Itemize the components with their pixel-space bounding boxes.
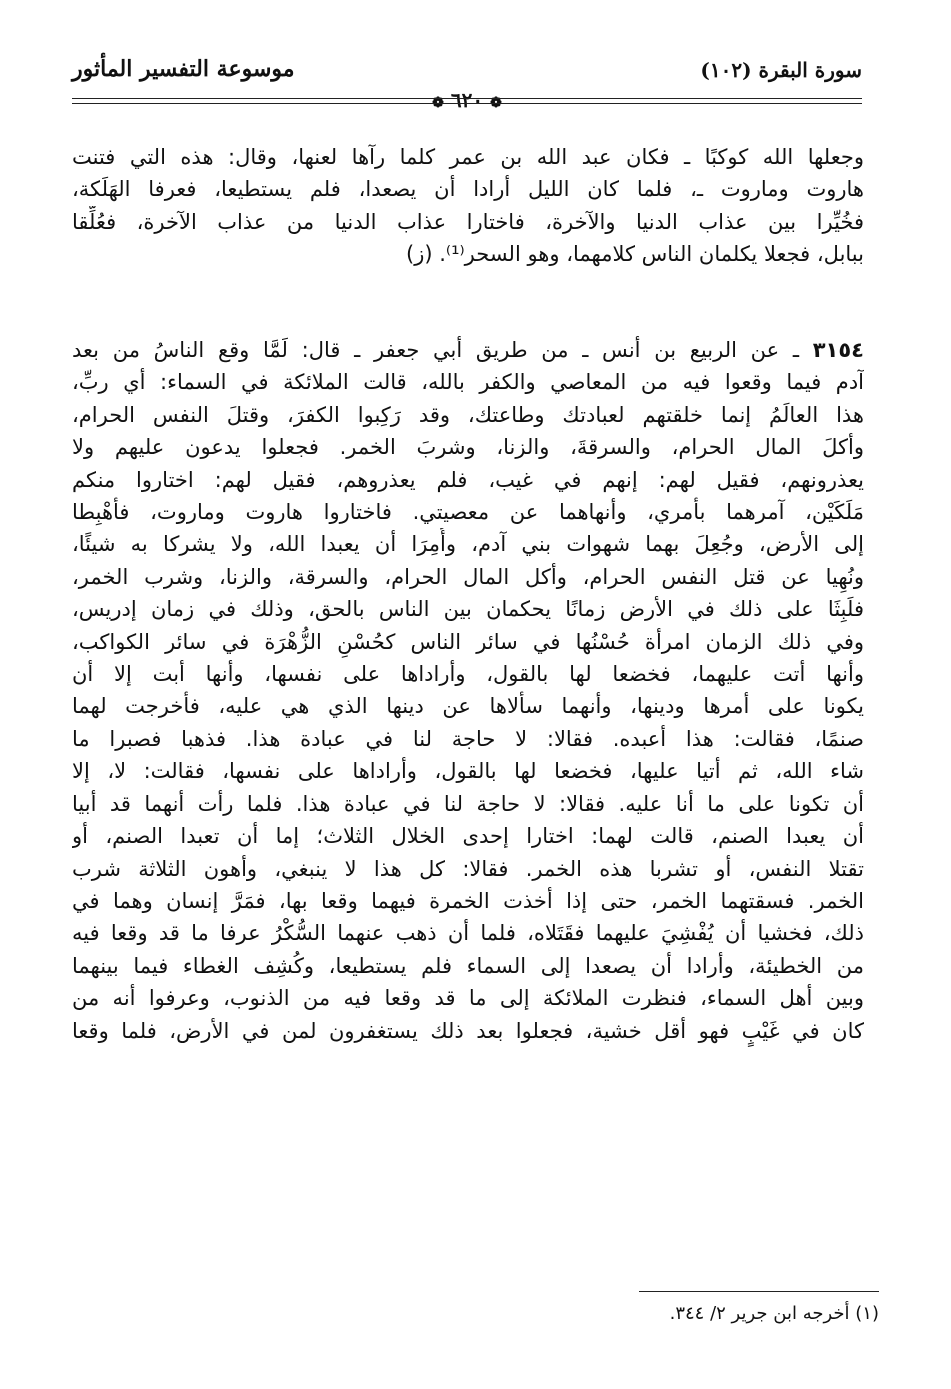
paragraph-continued	[72, 141, 864, 271]
text-line: ونُهِيا عن قتل النفس الحرام، وأكل المال الحرام، والسرقة، والزنا، وشرب الخمر،	[72, 564, 864, 589]
page-number: ٦٢٠	[450, 88, 484, 112]
footnote-divider	[639, 1291, 879, 1292]
text-line: الخمر. فسقتهما الخمر، حتى إذا أخذت الخمرة فيهما وقعا بها، فمَرَّ إنسان وهما في	[72, 888, 864, 913]
text-line: هاروت وماروت ـ، فلما كان الليل أرادا أن يصعدا، فلم يستطيعا، فعرفا الهَلَكة،	[72, 177, 864, 202]
text-line: كان في غَيْبٍ فهو أقل خشية، فجعلوا بعد ذلك يستغفرون لمن في الأرض، فلما وقعا	[72, 1018, 864, 1043]
text-line: وفي ذلك الزمان امرأة حُسْنُها في سائر الناس كحُسْنِ الزُّهْرَة في سائر الكواكب،	[72, 629, 864, 654]
text-line: فلَبِثَا على ذلك في الأرض زمانًا يحكمان بين الناس بالحق، وذلك في زمان إدريس،	[72, 597, 864, 622]
text-line: يكونا على أمرها ودينها، وأنهما سألاها عن دينها الذي هي عليه، فأخرجت لهما	[72, 694, 864, 719]
book-title: موسوعة التفسير المأثور	[72, 56, 295, 82]
text-line: شاء الله، ثم أتيا عليها، فخضعا لها بالقول، وأراداها على نفسها، فقالت: لا، إلا	[72, 759, 864, 784]
header-divider	[72, 103, 862, 104]
text-line: وجعلها الله كوكبًا ـ فكان عبد الله بن عمر كلما رآها لعنها، وقال: هذه التي فتنت	[72, 145, 864, 169]
text-line: إلى الأرض، وجُعِلَ بهما شهوات بني آدم، وأُمِرَا أن يعبدا الله، ولا يشركا به شيئًا،	[72, 532, 864, 557]
text-line: أن تكونا على ما أنا عليه. فقالا: لا حاجة لنا في عبادة هذا. فلما رأت أنهما قد أبيا	[72, 791, 864, 816]
text-line: هذا العالَمُ إنما خلقتهم لعبادتك وطاعتك، وقد رَكِبوا الكفرَ، وقتلَ النفس الحرام،	[72, 402, 864, 427]
running-header	[72, 52, 862, 112]
text-line: وأكلَ المال الحرام، والسرقةَ، والزنا، وشربَ الخمر. فجعلوا يدعون عليهم ولا	[72, 435, 864, 460]
text-line: آدم فيما وقعوا فيه من المعاصي والكفر بالله، قالت الملائكة في السماء: أي ربِّ،	[72, 370, 864, 395]
text-line: وأنها أتت عليهما، فخضعا لها بالقول، وأراداها على نفسها، وأنها أبت إلا أن	[72, 662, 864, 687]
text-line: من الخطيئة، وأرادا أن يصعدا إلى السماء فلم يستطيعا، وكُشِف الغطاء فيما بينهما	[72, 953, 864, 978]
footnote: (١) أخرجه ابن جرير ٢/ ٣٤٤.	[669, 1303, 879, 1324]
ornament-icon: ❁	[490, 95, 502, 111]
ornament-icon: ❁	[432, 95, 444, 111]
entry-first-line	[72, 334, 864, 366]
text-line: صنمًا، فقالت: هذا أعبده. فقالا: لا حاجة لنا في عبادة هذا. فذهبا فصبرا ما	[72, 726, 864, 751]
text-line: تقتلا النفس، أو تشربا هذه الخمر. فقالا: كل هذا لا ينبغي، وأهون الثلاثة شرب	[72, 856, 864, 881]
surah-reference: سورة البقرة (١٠٢)	[700, 58, 862, 82]
entry-opening: ـ عن الربيع بن أنس ـ من طريق أبي جعفر ـ قال: لَمَّا وقع الناسُ من بعد	[72, 338, 813, 362]
entry-number: ٣١٥٤	[812, 338, 864, 362]
text-line: ذلك، فخشيا أن يُفْشِيَ عليهما فقَتَلاه، فلما أن ذهب عنهما السُّكْرُ عرفا ما قد وقعا فيه	[72, 921, 864, 946]
header-divider	[72, 98, 862, 99]
text-line: يعذرونهم، فقيل لهم: إنهم في غيب، فلم يعذروهم، فقيل لهم: اختاروا منكم	[72, 467, 864, 492]
page-number-group	[424, 88, 510, 112]
narration-entry	[72, 334, 864, 1047]
text-line: أن يعبدا الصنم، قالت لهما: اختارا إحدى الخلال الثلاث؛ إما أن تعبدا الصنم، أو	[72, 824, 864, 849]
text-line: مَلَكَيْن، آمرهما بأمري، وأنهاهما عن معصيتي. فاختاروا هاروت وماروت، فأُهْبِطا	[72, 500, 864, 525]
text-line: وبين أهل السماء، فنظرت الملائكة إلى ما قد وقعا فيه من الذنوب، وعرفوا أنه من	[72, 986, 864, 1011]
text-line: ببابل، فجعلا يكلمان الناس كلامهما، وهو السحر⁽¹⁾. (ز)	[406, 242, 864, 267]
text-line: فخُيِّرا بين عذاب الدنيا والآخرة، فاختارا عذاب الدنيا من عذاب الآخرة، فعُلِّقا	[72, 209, 864, 234]
